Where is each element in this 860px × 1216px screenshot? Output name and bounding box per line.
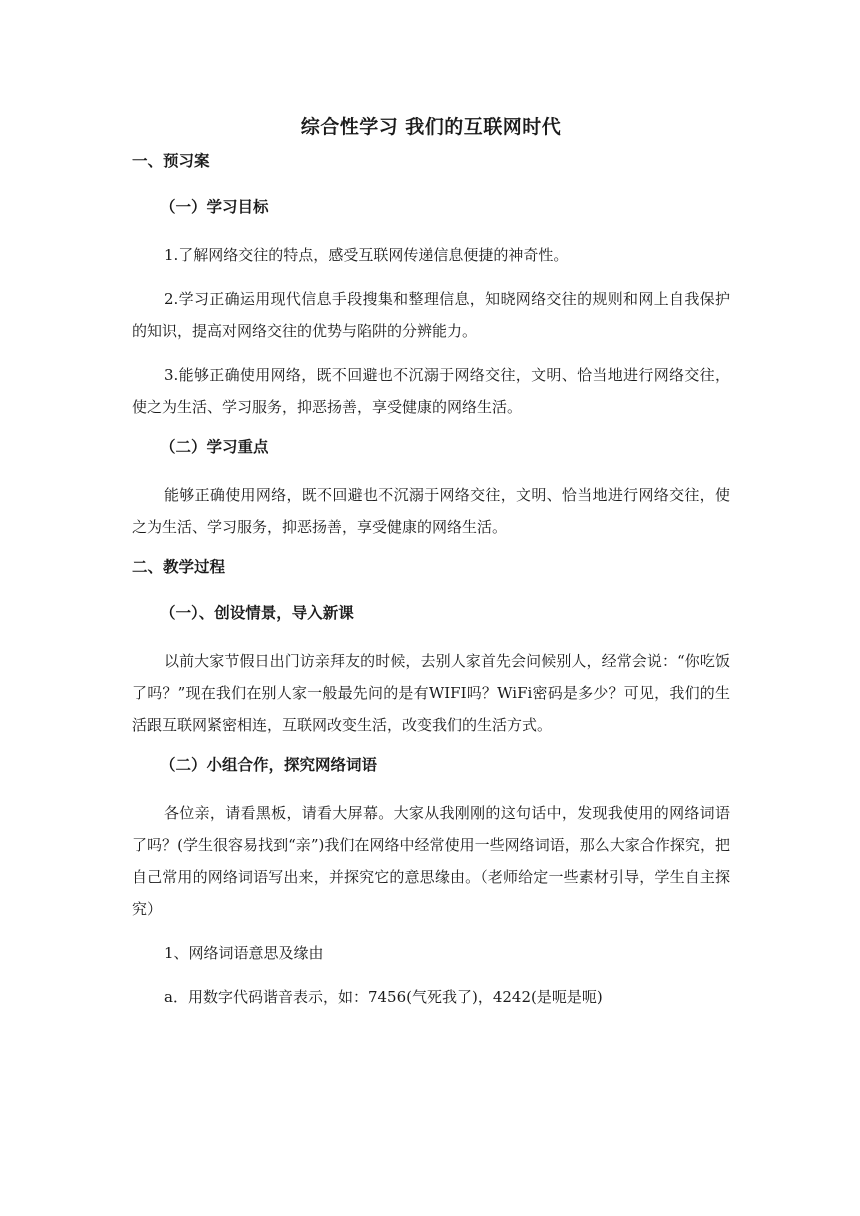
subheading-introduction: （一）、创设情景，导入新课: [160, 604, 354, 622]
list-heading-internet-words: 1、网络词语意思及缘由: [164, 944, 324, 962]
goal-item-2: 2.学习正确运用现代信息手段搜集和整理信息，知晓网络交往的规则和网上自我保护的知识，提高对网络交往的优势与陷阱的分辨能力。: [132, 290, 730, 340]
group-work-paragraph: 各位亲，请看黑板，请看大屏幕。大家从我刚刚的这句话中，发现我使用的网络词语了吗？(学生很容易找到“亲”)我们在网络中经常使用一些网络词语，那么大家合作探究，把自己常用的网络词语写出来，并探究它的意思缘由。（老师给定一些素材引导，学生自主探究）: [132, 804, 730, 918]
subheading-group-work: （二）小组合作，探究网络词语: [160, 756, 378, 774]
focus-paragraph: 能够正确使用网络，既不回避也不沉溺于网络交往，文明、恰当地进行网络交往，使之为生活、学习服务，抑恶扬善，享受健康的网络生活。: [132, 486, 730, 536]
section-heading-preview: 一、预习案: [132, 152, 210, 170]
document-content: [132, 113, 730, 1025]
goal-item-3: 3.能够正确使用网络，既不回避也不沉溺于网络交往，文明、恰当地进行网络交往，使之为生活、学习服务，抑恶扬善，享受健康的网络生活。: [132, 366, 730, 416]
introduction-paragraph: 以前大家节假日出门访亲拜友的时候，去别人家首先会问候别人，经常会说：“你吃饭了吗？”现在我们在别人家一般最先问的是有WIFI吗？WiFi密码是多少？可见，我们的生活跟互联网紧密相连，互联网改变生活，改变我们的生活方式。: [132, 652, 730, 734]
goal-item-1: 1.了解网络交往的特点，感受互联网传递信息便捷的神奇性。: [164, 246, 569, 264]
subheading-learning-focus: （二）学习重点: [160, 438, 269, 456]
section-heading-teaching-process: 二、教学过程: [132, 558, 226, 576]
document-title: 综合性学习 我们的互联网时代: [300, 116, 562, 138]
subheading-learning-goals: （一）学习目标: [160, 198, 269, 216]
list-item-a: a．用数字代码谐音表示，如：7456(气死我了)，4242(是呃是呃): [164, 988, 603, 1006]
